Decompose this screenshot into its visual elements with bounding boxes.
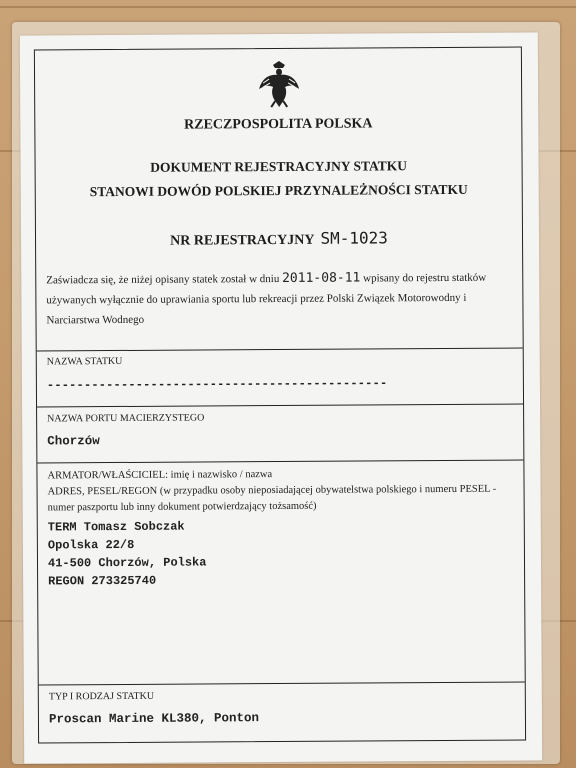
owner-details [48,517,207,590]
vessel-type-value: Proscan Marine KL380, Ponton [48,711,260,727]
document-frame [34,47,526,744]
registration-number-row [36,228,522,251]
certificate-text-after: wpisany do rejestru statków używanych wyłącznie do uprawiania sportu lub rekreacji przez Polski Związek Motorowodny i Narciarstwa Wodnego [46,271,487,327]
owner-line: 41-500 Chorzów, Polska [47,555,207,571]
document-title-line2: STANOWI DOWÓD POLSKIEJ PRZYNALEŻNOŚCI STATKU [89,181,468,200]
certificate-text [46,268,514,331]
owner-line: TERM Tomasz Sobczak [47,519,185,535]
divider [37,404,523,408]
home-port-label: NAZWA PORTU MACIERZYSTEGO [47,412,205,425]
divider [39,682,525,686]
registration-label: NR REJESTRACYJNY [170,232,315,249]
owner-label-line2: ADRES, PESEL/REGON (w przypadku osoby nieposiadającej obywatelstwa polskiego i numeru PESEL - numer paszportu lub inny dokument potwierdzający tożsamość) [47,483,497,514]
country-heading: RZECZPOSPOLITA POLSKA [184,116,373,133]
registration-number: SM-1023 [320,228,388,248]
eagle-emblem-icon [257,59,301,109]
vessel-name-label: NAZWA STATKU [46,355,123,368]
registration-date: 2011-08-11 [282,270,361,286]
registration-document [20,32,542,763]
owner-line: REGON 273325740 [48,573,157,589]
owner-line: Opolska 22/8 [47,537,135,553]
owner-label-line1: ARMATOR/WŁAŚCICIEL: imię i nazwisko / nazwa [47,469,273,482]
certificate-text-before: Zaświadcza się, że niżej opisany statek został w dniu [46,273,280,287]
divider [37,348,523,352]
owner-label [47,466,517,517]
vessel-type-label: TYP I RODZAJ STATKU [48,690,155,703]
document-title-line1: DOKUMENT REJESTRACYJNY STATKU [150,158,408,175]
home-port-value: Chorzów [47,434,100,449]
vessel-name-value: ---------------------------------------------- [46,376,388,393]
divider [37,460,523,464]
